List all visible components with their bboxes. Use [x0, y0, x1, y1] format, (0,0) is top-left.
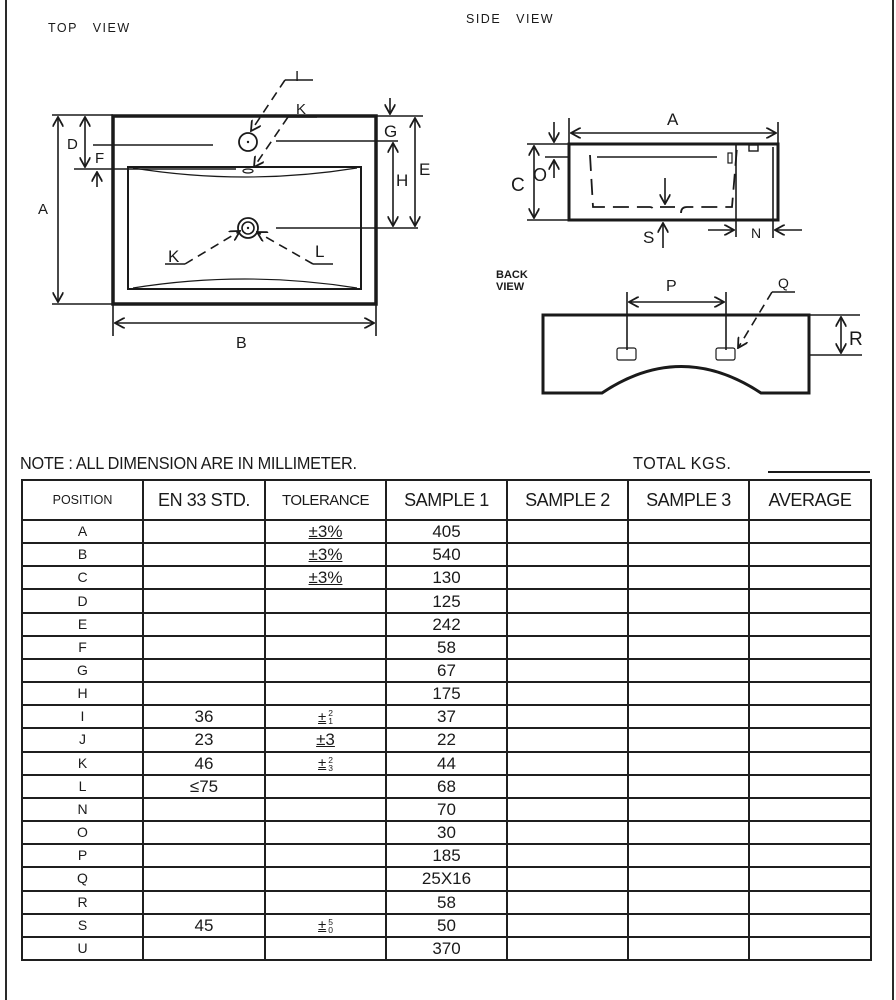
- table-row: [22, 613, 871, 636]
- back-outline: [543, 315, 809, 393]
- cell-position: H: [22, 682, 143, 705]
- cell-sample1: 125: [386, 589, 507, 612]
- label-B: B: [236, 335, 247, 352]
- cell-sample2[interactable]: [507, 636, 628, 659]
- cell-sample1: 22: [386, 728, 507, 751]
- tolerance-fraction: [318, 708, 333, 727]
- tolerance-upper: 2: [328, 708, 333, 719]
- cell-sample3[interactable]: [628, 891, 749, 914]
- cell-sample1: 370: [386, 937, 507, 960]
- cell-position: I: [22, 705, 143, 728]
- cell-position: G: [22, 659, 143, 682]
- label-Q: Q: [778, 275, 789, 291]
- header-average: AVERAGE: [749, 480, 871, 520]
- cell-sample1: 405: [386, 520, 507, 543]
- cell-sample1: 67: [386, 659, 507, 682]
- tolerance-value: ±3%: [308, 522, 343, 542]
- cell-en33-std: 36: [143, 705, 265, 728]
- header-sample1: SAMPLE 1: [386, 480, 507, 520]
- table-row: [22, 844, 871, 867]
- cell-position: R: [22, 891, 143, 914]
- cell-sample1: 44: [386, 752, 507, 775]
- cell-average[interactable]: [749, 937, 871, 960]
- label-P: P: [666, 278, 677, 295]
- cell-sample1: 130: [386, 566, 507, 589]
- table-row: [22, 659, 871, 682]
- cell-en33-std: [143, 937, 265, 960]
- cell-tolerance: [265, 589, 386, 612]
- cell-sample1: 58: [386, 891, 507, 914]
- cell-tolerance: [265, 659, 386, 682]
- table-row: [22, 937, 871, 960]
- label-O: O: [533, 165, 548, 185]
- cell-average[interactable]: [749, 821, 871, 844]
- table-header-row: [22, 480, 871, 520]
- label-N: N: [751, 225, 762, 241]
- cell-average[interactable]: [749, 728, 871, 751]
- tolerance-sign: ±: [318, 755, 327, 773]
- cell-average[interactable]: [749, 589, 871, 612]
- tolerance-lower: 3: [328, 762, 333, 773]
- cell-average[interactable]: [749, 775, 871, 798]
- table-row: [22, 867, 871, 890]
- tolerance-limits: [328, 709, 333, 725]
- cell-sample2[interactable]: [507, 520, 628, 543]
- table-row: [22, 543, 871, 566]
- tolerance-fraction: [318, 916, 333, 935]
- tolerance-limits: [328, 756, 333, 772]
- cell-sample1: 175: [386, 682, 507, 705]
- cell-sample3[interactable]: [628, 613, 749, 636]
- cell-sample2[interactable]: [507, 891, 628, 914]
- label-F: F: [95, 150, 105, 167]
- table-body: [22, 520, 871, 960]
- cell-position: J: [22, 728, 143, 751]
- side-view-labels: [511, 110, 761, 247]
- cell-tolerance: [265, 844, 386, 867]
- cell-tolerance: [265, 821, 386, 844]
- back-view-labels: [666, 275, 863, 350]
- cell-sample3[interactable]: [628, 682, 749, 705]
- table-row: [22, 821, 871, 844]
- cell-sample3[interactable]: [628, 520, 749, 543]
- cell-position: L: [22, 775, 143, 798]
- cell-tolerance: [265, 728, 386, 751]
- cell-sample1: 58: [386, 636, 507, 659]
- cell-average[interactable]: [749, 844, 871, 867]
- header-sample2: SAMPLE 2: [507, 480, 628, 520]
- total-kgs-label: TOTAL KGS.: [633, 453, 732, 473]
- table-row: [22, 798, 871, 821]
- cell-en33-std: [143, 520, 265, 543]
- cell-position: A: [22, 520, 143, 543]
- cell-position: B: [22, 543, 143, 566]
- cell-en33-std: 23: [143, 728, 265, 751]
- back-view-title-line1: BACK: [496, 269, 528, 281]
- cell-sample1: 70: [386, 798, 507, 821]
- tolerance-upper: 2: [328, 754, 333, 765]
- cell-position: K: [22, 752, 143, 775]
- cell-sample3[interactable]: [628, 844, 749, 867]
- cell-sample2[interactable]: [507, 543, 628, 566]
- top-view: [52, 80, 423, 336]
- cell-en33-std: 45: [143, 914, 265, 937]
- table-row: [22, 520, 871, 543]
- cell-sample3[interactable]: [628, 914, 749, 937]
- cell-en33-std: [143, 659, 265, 682]
- back-view: [543, 292, 862, 393]
- cell-average[interactable]: [749, 682, 871, 705]
- label-E: E: [419, 160, 431, 179]
- label-side-A: A: [667, 110, 679, 129]
- label-D: D: [67, 136, 78, 153]
- cell-tolerance: [265, 914, 386, 937]
- header-position: POSITION: [22, 480, 143, 520]
- cell-sample3[interactable]: [628, 775, 749, 798]
- tolerance-limits: [328, 918, 333, 934]
- cell-tolerance: [265, 937, 386, 960]
- cell-tolerance: [265, 566, 386, 589]
- header-tolerance: TOLERANCE: [265, 480, 386, 520]
- cell-position: U: [22, 937, 143, 960]
- cell-en33-std: [143, 798, 265, 821]
- cell-tolerance: [265, 682, 386, 705]
- cell-position: F: [22, 636, 143, 659]
- cell-sample2[interactable]: [507, 775, 628, 798]
- cell-sample2[interactable]: [507, 728, 628, 751]
- cell-en33-std: [143, 821, 265, 844]
- cell-sample3[interactable]: [628, 798, 749, 821]
- cell-sample2[interactable]: [507, 752, 628, 775]
- cell-sample1: 30: [386, 821, 507, 844]
- cell-average[interactable]: [749, 867, 871, 890]
- cell-average[interactable]: [749, 798, 871, 821]
- overflow-hole-icon: [243, 169, 253, 173]
- cell-en33-std: [143, 566, 265, 589]
- cell-sample1: 540: [386, 543, 507, 566]
- cell-en33-std: [143, 636, 265, 659]
- cell-en33-std: [143, 844, 265, 867]
- cell-sample3[interactable]: [628, 821, 749, 844]
- cell-en33-std: ≤75: [143, 775, 265, 798]
- measurement-table: [21, 479, 872, 961]
- tolerance-sign: ±: [318, 917, 327, 935]
- label-C: C: [511, 175, 525, 196]
- table-row: [22, 566, 871, 589]
- cell-sample1: 242: [386, 613, 507, 636]
- top-view-title: TOP VIEW: [48, 21, 131, 35]
- cell-sample3[interactable]: [628, 937, 749, 960]
- cell-average[interactable]: [749, 566, 871, 589]
- cell-average[interactable]: [749, 705, 871, 728]
- table-row: [22, 705, 871, 728]
- label-L: L: [315, 242, 325, 261]
- label-I: I: [295, 68, 300, 85]
- cell-tolerance: [265, 543, 386, 566]
- cell-sample2[interactable]: [507, 659, 628, 682]
- tolerance-value: ±3%: [308, 545, 343, 565]
- table-row: [22, 775, 871, 798]
- cell-average[interactable]: [749, 891, 871, 914]
- header-sample3: SAMPLE 3: [628, 480, 749, 520]
- cell-en33-std: [143, 613, 265, 636]
- table-row: [22, 891, 871, 914]
- cell-sample1: 185: [386, 844, 507, 867]
- tolerance-value: ±3%: [308, 568, 343, 588]
- cell-sample2[interactable]: [507, 914, 628, 937]
- cell-sample2[interactable]: [507, 589, 628, 612]
- cell-average[interactable]: [749, 752, 871, 775]
- tolerance-sign: ±: [318, 708, 327, 726]
- cell-tolerance: [265, 867, 386, 890]
- tolerance-value: ±3: [316, 730, 335, 750]
- total-kgs-field[interactable]: [768, 471, 870, 473]
- cell-sample3[interactable]: [628, 705, 749, 728]
- cell-sample2[interactable]: [507, 867, 628, 890]
- table-row: [22, 914, 871, 937]
- cell-average[interactable]: [749, 543, 871, 566]
- top-view-labels: [38, 68, 430, 352]
- cell-sample3[interactable]: [628, 543, 749, 566]
- cell-en33-std: [143, 682, 265, 705]
- cell-position: D: [22, 589, 143, 612]
- cell-position: E: [22, 613, 143, 636]
- label-R: R: [849, 329, 863, 350]
- cell-sample1: 37: [386, 705, 507, 728]
- cell-position: C: [22, 566, 143, 589]
- label-S: S: [643, 228, 655, 247]
- cell-sample3[interactable]: [628, 636, 749, 659]
- table-row: [22, 752, 871, 775]
- cell-average[interactable]: [749, 636, 871, 659]
- cell-sample2[interactable]: [507, 613, 628, 636]
- cell-en33-std: [143, 543, 265, 566]
- label-H: H: [396, 171, 409, 190]
- cell-sample2[interactable]: [507, 821, 628, 844]
- cell-tolerance: [265, 891, 386, 914]
- cell-position: P: [22, 844, 143, 867]
- technical-drawing: [0, 0, 896, 440]
- cell-sample1: 68: [386, 775, 507, 798]
- table-row: [22, 682, 871, 705]
- cell-sample3[interactable]: [628, 589, 749, 612]
- cell-average[interactable]: [749, 659, 871, 682]
- tolerance-fraction: [318, 754, 333, 773]
- cell-en33-std: [143, 589, 265, 612]
- tolerance-lower: 1: [328, 716, 333, 727]
- table-row: [22, 728, 871, 751]
- cell-sample2[interactable]: [507, 844, 628, 867]
- cell-position: Q: [22, 867, 143, 890]
- header-en33-std: EN 33 STD.: [143, 480, 265, 520]
- cell-sample1: 25X16: [386, 867, 507, 890]
- back-view-title-line2: VIEW: [496, 281, 525, 293]
- cell-tolerance: [265, 520, 386, 543]
- label-K-bottom: K: [168, 247, 180, 266]
- cell-sample3[interactable]: [628, 867, 749, 890]
- cell-position: S: [22, 914, 143, 937]
- table-row: [22, 636, 871, 659]
- cell-en33-std: 46: [143, 752, 265, 775]
- cell-tolerance: [265, 775, 386, 798]
- cell-sample3[interactable]: [628, 752, 749, 775]
- units-note: NOTE : ALL DIMENSION ARE IN MILLIMETER.: [20, 453, 357, 473]
- label-A: A: [38, 201, 49, 218]
- cell-sample2[interactable]: [507, 798, 628, 821]
- cell-sample2[interactable]: [507, 566, 628, 589]
- cell-position: O: [22, 821, 143, 844]
- cell-en33-std: [143, 867, 265, 890]
- tolerance-lower: 0: [328, 924, 333, 935]
- cell-average[interactable]: [749, 613, 871, 636]
- cell-tolerance: [265, 613, 386, 636]
- tolerance-upper: 5: [328, 916, 333, 927]
- cell-sample3[interactable]: [628, 659, 749, 682]
- cell-sample2[interactable]: [507, 937, 628, 960]
- cell-position: N: [22, 798, 143, 821]
- cell-en33-std: [143, 891, 265, 914]
- cell-sample2[interactable]: [507, 705, 628, 728]
- cell-tolerance: [265, 636, 386, 659]
- side-outline: [569, 144, 778, 220]
- cell-average[interactable]: [749, 520, 871, 543]
- cell-sample3[interactable]: [628, 566, 749, 589]
- bowl-bottom-curve: [133, 279, 357, 288]
- cell-tolerance: [265, 798, 386, 821]
- cell-sample2[interactable]: [507, 682, 628, 705]
- cell-sample1: 50: [386, 914, 507, 937]
- label-K-top: K: [296, 101, 307, 118]
- cell-tolerance: [265, 705, 386, 728]
- table-row: [22, 589, 871, 612]
- cell-average[interactable]: [749, 914, 871, 937]
- side-view-title: SIDE VIEW: [466, 12, 555, 26]
- label-G: G: [384, 122, 398, 141]
- cell-sample3[interactable]: [628, 728, 749, 751]
- cell-tolerance: [265, 752, 386, 775]
